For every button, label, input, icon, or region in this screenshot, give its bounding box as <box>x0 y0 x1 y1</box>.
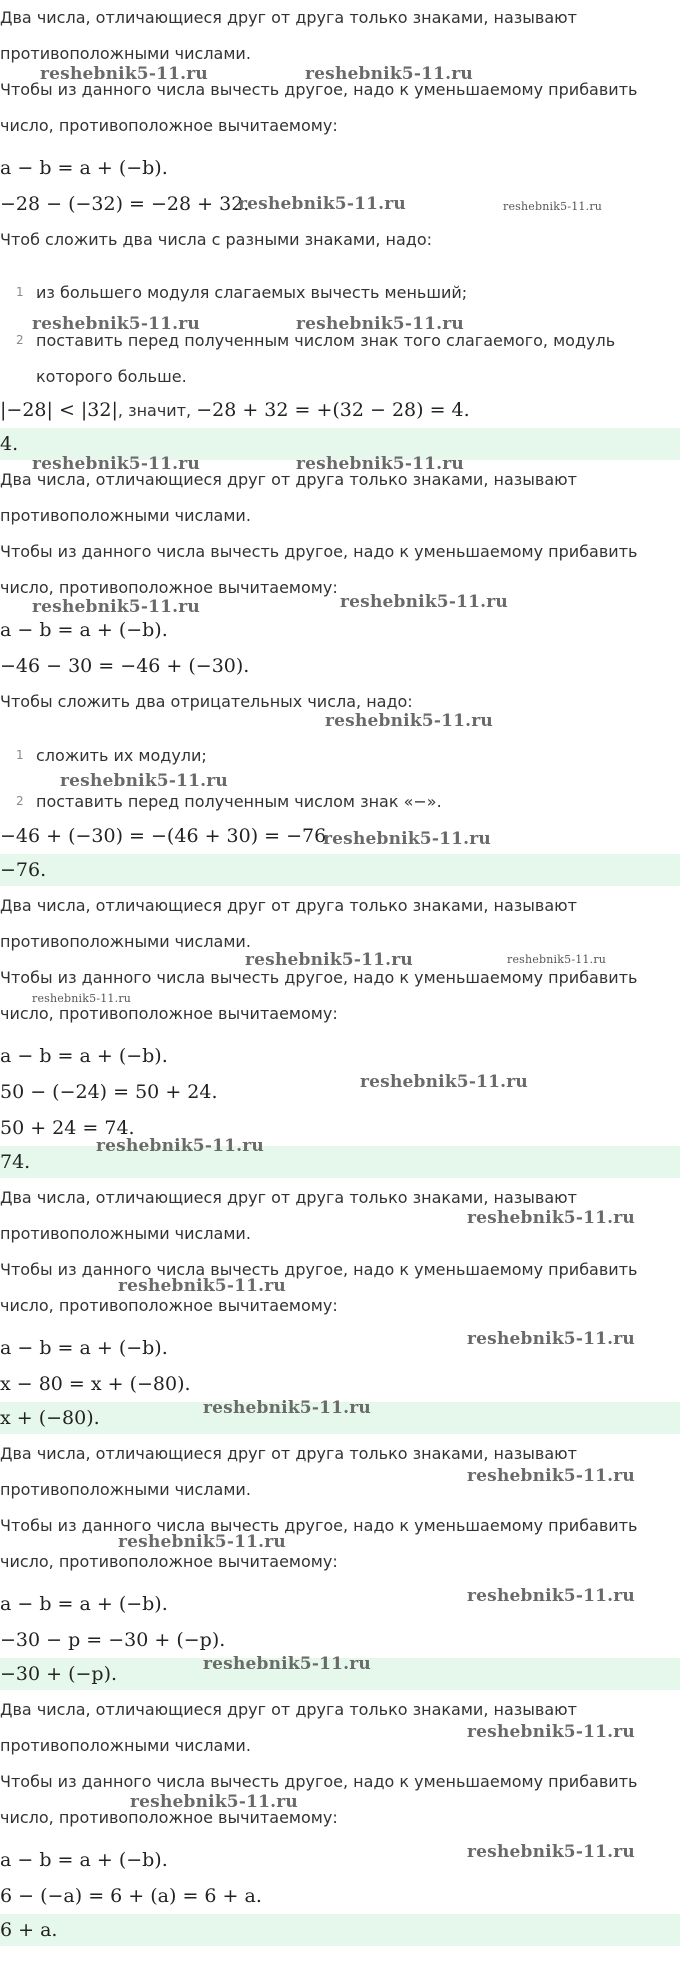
watermark: reshebnik5-11.ru <box>296 454 464 474</box>
watermark: reshebnik5-11.ru <box>40 64 208 84</box>
watermark: reshebnik5-11.ru <box>32 597 200 617</box>
watermark: reshebnik5-11.ru <box>325 711 493 731</box>
rule-text: число, противоположное вычитаемому: <box>0 1004 338 1023</box>
answer-box <box>0 854 680 886</box>
formula-line <box>0 398 470 422</box>
step-text: поставить перед полученным числом знак того слагаемого, модуль <box>36 331 616 350</box>
step-text: сложить их модули; <box>36 746 207 765</box>
rule-text: Чтобы из данного числа вычесть другое, надо к уменьшаемому прибавить <box>0 968 638 987</box>
watermark: reshebnik5-11.ru <box>32 314 200 334</box>
watermark: reshebnik5-11.ru <box>467 1329 635 1349</box>
step-number: 2 <box>16 333 24 347</box>
definition-text: противоположными числами. <box>0 1480 251 1499</box>
definition-text: Два числа, отличающиеся друг от друга только знаками, называют <box>0 896 577 915</box>
watermark: reshebnik5-11.ru <box>467 1586 635 1606</box>
watermark: reshebnik5-11.ru <box>503 200 603 213</box>
definition-text: противоположными числами. <box>0 44 251 63</box>
watermark: reshebnik5-11.ru <box>305 64 473 84</box>
watermark: reshebnik5-11.ru <box>96 1136 264 1156</box>
rule-text: число, противоположное вычитаемому: <box>0 116 338 135</box>
step-number: 1 <box>16 748 24 762</box>
watermark: reshebnik5-11.ru <box>360 1072 528 1092</box>
watermark: reshebnik5-11.ru <box>467 1842 635 1862</box>
formula: 50 − (−24) = 50 + 24. <box>0 1081 218 1103</box>
definition-text: противоположными числами. <box>0 1736 251 1755</box>
watermark: reshebnik5-11.ru <box>32 992 132 1005</box>
formula: 6 − (−a) = 6 + (a) = 6 + a. <box>0 1885 262 1907</box>
formula: x − 80 = x + (−80). <box>0 1373 191 1395</box>
watermark: reshebnik5-11.ru <box>203 1654 371 1674</box>
formula: −46 − 30 = −46 + (−30). <box>0 655 250 677</box>
rule-text: Чтобы из данного числа вычесть другое, надо к уменьшаемому прибавить <box>0 1516 638 1535</box>
rule-text: Чтобы из данного числа вычесть другое, надо к уменьшаемому прибавить <box>0 1772 638 1791</box>
formula: −30 − p = −30 + (−p). <box>0 1629 226 1651</box>
answer-text: −76. <box>0 859 47 881</box>
formula: a − b = a + (−b). <box>0 1045 168 1067</box>
rule-text: Чтобы из данного числа вычесть другое, надо к уменьшаемому прибавить <box>0 1260 638 1279</box>
definition-text: Два числа, отличающиеся друг от друга только знаками, называют <box>0 1700 577 1719</box>
rule-text: число, противоположное вычитаемому: <box>0 578 338 597</box>
watermark: reshebnik5-11.ru <box>203 1398 371 1418</box>
watermark: reshebnik5-11.ru <box>60 771 228 791</box>
step-number: 1 <box>16 285 24 299</box>
formula: −46 + (−30) = −(46 + 30) = −76 <box>0 825 327 847</box>
step-text: поставить перед полученным числом знак «−». <box>36 792 442 811</box>
formula: a − b = a + (−b). <box>0 1593 168 1615</box>
watermark: reshebnik5-11.ru <box>32 454 200 474</box>
formula: −28 − (−32) = −28 + 32. <box>0 193 250 215</box>
step-text: из большего модуля слагаемых вычесть меньший; <box>36 283 468 302</box>
formula: 50 + 24 = 74. <box>0 1117 135 1139</box>
watermark: reshebnik5-11.ru <box>467 1722 635 1742</box>
watermark: reshebnik5-11.ru <box>118 1276 286 1296</box>
rule-text: Чтобы сложить два отрицательных числа, надо: <box>0 692 413 711</box>
watermark: reshebnik5-11.ru <box>130 1792 298 1812</box>
answer-text: −30 + (−p). <box>0 1663 118 1685</box>
step-number: 2 <box>16 794 24 808</box>
watermark: reshebnik5-11.ru <box>340 592 508 612</box>
watermark: reshebnik5-11.ru <box>323 829 491 849</box>
watermark: reshebnik5-11.ru <box>296 314 464 334</box>
watermark: reshebnik5-11.ru <box>467 1208 635 1228</box>
formula: a − b = a + (−b). <box>0 619 168 641</box>
rule-text: число, противоположное вычитаемому: <box>0 1808 338 1827</box>
formula: −28 + 32 = +(32 − 28) = 4. <box>196 399 470 421</box>
rule-text: Чтоб сложить два числа с разными знаками, надо: <box>0 230 433 249</box>
answer-text: 74. <box>0 1151 31 1173</box>
answer-text: 6 + a. <box>0 1919 58 1941</box>
watermark: reshebnik5-11.ru <box>118 1532 286 1552</box>
rule-text: число, противоположное вычитаемому: <box>0 1552 338 1571</box>
formula: a − b = a + (−b). <box>0 1337 168 1359</box>
answer-text: x + (−80). <box>0 1407 100 1429</box>
watermark: reshebnik5-11.ru <box>238 194 406 214</box>
rule-text: число, противоположное вычитаемому: <box>0 1296 338 1315</box>
formula: |−28| < |32| <box>0 399 118 421</box>
definition-text: Два числа, отличающиеся друг от друга только знаками, называют <box>0 470 577 489</box>
watermark: reshebnik5-11.ru <box>245 950 413 970</box>
definition-text: противоположными числами. <box>0 506 251 525</box>
rule-text: Чтобы из данного числа вычесть другое, надо к уменьшаемому прибавить <box>0 80 638 99</box>
definition-text: Два числа, отличающиеся друг от друга только знаками, называют <box>0 8 577 27</box>
formula-connector: , значит, <box>117 401 197 420</box>
answer-box <box>0 1914 680 1946</box>
answer-text: 4. <box>0 433 19 455</box>
formula: a − b = a + (−b). <box>0 157 168 179</box>
watermark: reshebnik5-11.ru <box>467 1466 635 1486</box>
step-text: которого больше. <box>36 367 187 386</box>
definition-text: противоположными числами. <box>0 1224 251 1243</box>
definition-text: противоположными числами. <box>0 932 251 951</box>
watermark: reshebnik5-11.ru <box>507 953 607 966</box>
formula: a − b = a + (−b). <box>0 1849 168 1871</box>
definition-text: Два числа, отличающиеся друг от друга только знаками, называют <box>0 1188 577 1207</box>
rule-text: Чтобы из данного числа вычесть другое, надо к уменьшаемому прибавить <box>0 542 638 561</box>
definition-text: Два числа, отличающиеся друг от друга только знаками, называют <box>0 1444 577 1463</box>
